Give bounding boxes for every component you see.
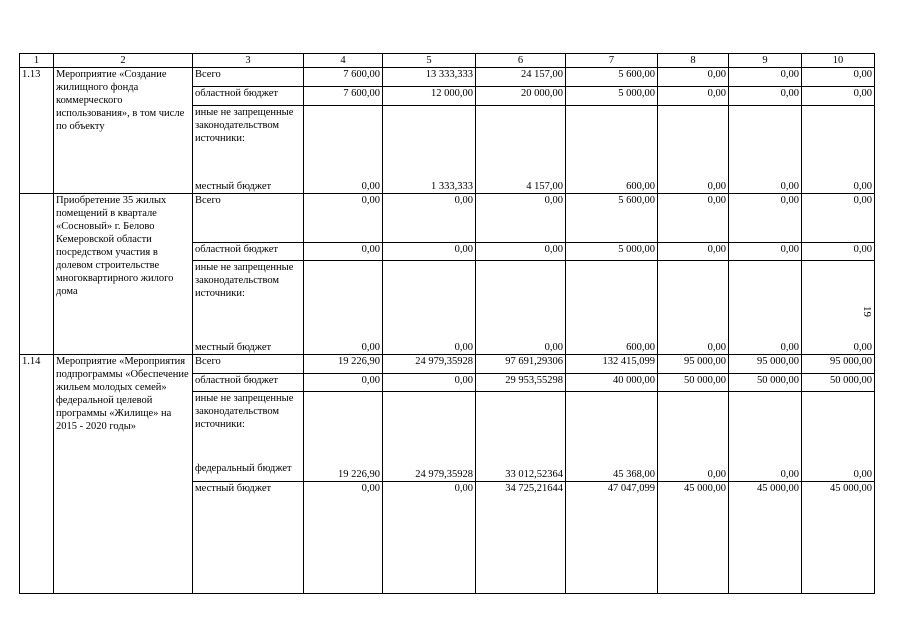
source-label: Всего bbox=[193, 194, 304, 243]
value-cell: 24 979,35928 bbox=[383, 460, 476, 482]
value-cell: 0,00 bbox=[383, 194, 476, 243]
value-cell: 0,00 bbox=[383, 481, 476, 593]
value-cell: 132 415,099 bbox=[566, 355, 658, 374]
source-label: иные не запрещенные законодательством источники: bbox=[193, 106, 304, 176]
value-cell: 0,00 bbox=[802, 243, 875, 261]
source-label: иные не запрещенные законодательством источники: bbox=[193, 392, 304, 460]
value-cell bbox=[383, 392, 476, 460]
value-cell: 24 979,35928 bbox=[383, 355, 476, 374]
value-cell: 95 000,00 bbox=[658, 355, 729, 374]
value-cell: 0,00 bbox=[729, 460, 802, 482]
value-cell bbox=[729, 392, 802, 460]
value-cell: 7 600,00 bbox=[304, 68, 383, 87]
value-cell: 34 725,21644 bbox=[476, 481, 566, 593]
value-cell: 0,00 bbox=[729, 176, 802, 194]
value-cell: 50 000,00 bbox=[729, 374, 802, 392]
value-cell: 1 333,333 bbox=[383, 176, 476, 194]
value-cell: 0,00 bbox=[658, 194, 729, 243]
value-cell bbox=[658, 392, 729, 460]
value-cell: 0,00 bbox=[304, 339, 383, 355]
value-cell bbox=[304, 392, 383, 460]
value-cell bbox=[566, 392, 658, 460]
value-cell: 0,00 bbox=[802, 460, 875, 482]
value-cell: 50 000,00 bbox=[658, 374, 729, 392]
value-cell: 0,00 bbox=[658, 87, 729, 106]
value-cell: 13 333,333 bbox=[383, 68, 476, 87]
value-cell: 33 012,52364 bbox=[476, 460, 566, 482]
value-cell: 0,00 bbox=[729, 194, 802, 243]
value-cell: 0,00 bbox=[729, 87, 802, 106]
header-cell: 6 bbox=[476, 54, 566, 68]
value-cell: 600,00 bbox=[566, 339, 658, 355]
value-cell: 4 157,00 bbox=[476, 176, 566, 194]
value-cell: 50 000,00 bbox=[802, 374, 875, 392]
value-cell: 29 953,55298 bbox=[476, 374, 566, 392]
value-cell: 0,00 bbox=[658, 460, 729, 482]
budget-table bbox=[19, 53, 875, 594]
header-cell: 2 bbox=[54, 54, 193, 68]
value-cell: 45 000,00 bbox=[802, 481, 875, 593]
value-cell: 0,00 bbox=[383, 339, 476, 355]
value-cell: 20 000,00 bbox=[476, 87, 566, 106]
value-cell: 19 226,90 bbox=[304, 355, 383, 374]
measure-name: Приобретение 35 жилых помещений в квартале «Сосновый» г. Белово Кемеровской области посредством участия в долевом строительстве многоквартирного жилого дома bbox=[54, 194, 193, 355]
value-cell bbox=[383, 106, 476, 176]
value-cell: 47 047,099 bbox=[566, 481, 658, 593]
value-cell bbox=[802, 106, 875, 176]
source-label: Всего bbox=[193, 68, 304, 87]
value-cell bbox=[383, 261, 476, 339]
value-cell: 45 000,00 bbox=[729, 481, 802, 593]
value-cell bbox=[566, 106, 658, 176]
value-cell: 0,00 bbox=[304, 176, 383, 194]
value-cell: 0,00 bbox=[304, 194, 383, 243]
value-cell: 0,00 bbox=[802, 176, 875, 194]
value-cell: 7 600,00 bbox=[304, 87, 383, 106]
value-cell: 40 000,00 bbox=[566, 374, 658, 392]
header-cell: 9 bbox=[729, 54, 802, 68]
source-label: областной бюджет bbox=[193, 243, 304, 261]
table-row bbox=[20, 68, 875, 87]
source-label: федеральный бюджет bbox=[193, 460, 304, 482]
header-cell: 3 bbox=[193, 54, 304, 68]
value-cell: 5 000,00 bbox=[566, 87, 658, 106]
measure-name: Мероприятие «Мероприятия подпрограммы «Обеспечение жильем молодых семей» федеральной целевой программы «Жилище» на 2015 - 2020 годы» bbox=[54, 355, 193, 594]
value-cell: 600,00 bbox=[566, 176, 658, 194]
page-number: 19 bbox=[861, 306, 873, 317]
value-cell: 0,00 bbox=[304, 481, 383, 593]
source-label: местный бюджет bbox=[193, 339, 304, 355]
value-cell: 12 000,00 bbox=[383, 87, 476, 106]
value-cell: 0,00 bbox=[729, 243, 802, 261]
header-row bbox=[20, 54, 875, 68]
value-cell: 24 157,00 bbox=[476, 68, 566, 87]
value-cell: 5 600,00 bbox=[566, 194, 658, 243]
value-cell: 19 226,90 bbox=[304, 460, 383, 482]
value-cell: 0,00 bbox=[304, 243, 383, 261]
value-cell: 0,00 bbox=[383, 374, 476, 392]
value-cell bbox=[566, 261, 658, 339]
value-cell: 0,00 bbox=[304, 374, 383, 392]
value-cell: 0,00 bbox=[658, 68, 729, 87]
value-cell: 5 600,00 bbox=[566, 68, 658, 87]
value-cell: 0,00 bbox=[729, 339, 802, 355]
source-label: Всего bbox=[193, 355, 304, 374]
value-cell: 95 000,00 bbox=[802, 355, 875, 374]
source-label: областной бюджет bbox=[193, 87, 304, 106]
value-cell bbox=[476, 392, 566, 460]
header-cell: 4 bbox=[304, 54, 383, 68]
value-cell: 0,00 bbox=[476, 194, 566, 243]
value-cell bbox=[658, 261, 729, 339]
row-number: 1.14 bbox=[20, 355, 54, 594]
header-cell: 10 bbox=[802, 54, 875, 68]
value-cell: 97 691,29306 bbox=[476, 355, 566, 374]
value-cell: 0,00 bbox=[476, 243, 566, 261]
row-number: 1.13 bbox=[20, 68, 54, 194]
table-row bbox=[20, 194, 875, 243]
value-cell: 95 000,00 bbox=[729, 355, 802, 374]
value-cell bbox=[802, 261, 875, 339]
value-cell: 45 000,00 bbox=[658, 481, 729, 593]
value-cell: 0,00 bbox=[729, 68, 802, 87]
header-cell: 5 bbox=[383, 54, 476, 68]
row-number bbox=[20, 194, 54, 355]
value-cell: 0,00 bbox=[658, 176, 729, 194]
source-label: иные не запрещенные законодательством источники: bbox=[193, 261, 304, 339]
value-cell: 0,00 bbox=[802, 68, 875, 87]
table-body bbox=[20, 54, 875, 594]
source-label: местный бюджет bbox=[193, 176, 304, 194]
value-cell bbox=[304, 261, 383, 339]
header-cell: 7 bbox=[566, 54, 658, 68]
value-cell bbox=[304, 106, 383, 176]
value-cell bbox=[802, 392, 875, 460]
header-cell: 1 bbox=[20, 54, 54, 68]
value-cell: 0,00 bbox=[658, 339, 729, 355]
value-cell bbox=[476, 106, 566, 176]
header-cell: 8 bbox=[658, 54, 729, 68]
value-cell bbox=[476, 261, 566, 339]
value-cell: 5 000,00 bbox=[566, 243, 658, 261]
value-cell bbox=[729, 106, 802, 176]
value-cell: 45 368,00 bbox=[566, 460, 658, 482]
source-label: областной бюджет bbox=[193, 374, 304, 392]
measure-name: Мероприятие «Создание жилищного фонда коммерческого использования», в том числе по объекту bbox=[54, 68, 193, 194]
value-cell: 0,00 bbox=[802, 194, 875, 243]
value-cell: 0,00 bbox=[383, 243, 476, 261]
table-row bbox=[20, 355, 875, 374]
value-cell: 0,00 bbox=[476, 339, 566, 355]
value-cell: 0,00 bbox=[658, 243, 729, 261]
value-cell bbox=[658, 106, 729, 176]
value-cell: 0,00 bbox=[802, 87, 875, 106]
value-cell bbox=[729, 261, 802, 339]
source-label: местный бюджет bbox=[193, 481, 304, 593]
value-cell: 0,00 bbox=[802, 339, 875, 355]
